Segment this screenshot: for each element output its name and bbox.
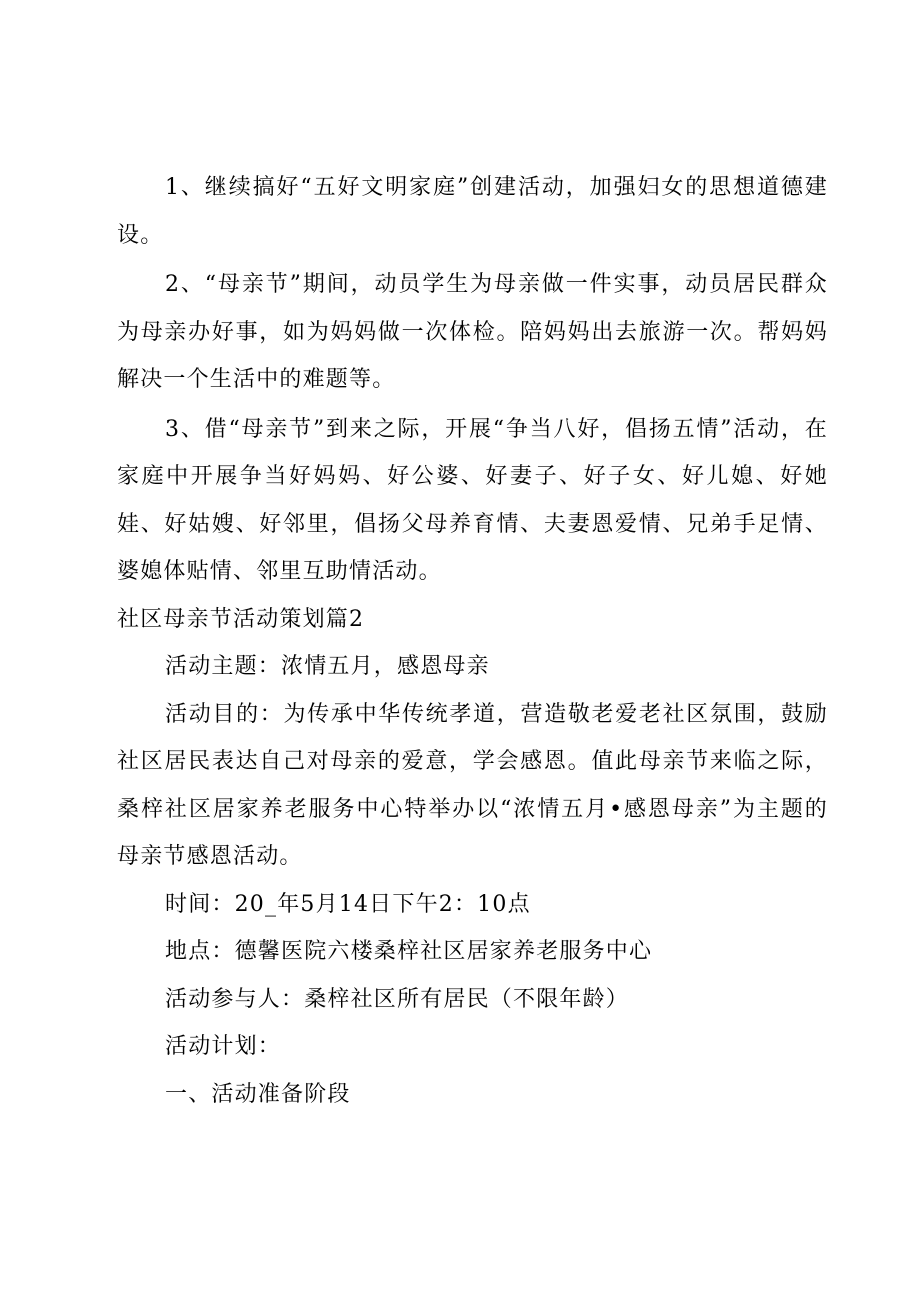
paragraph-3: 3、借“母亲节”到来之际，开展“争当八好，倡扬五情”活动，在家庭中开展争当好妈妈、好公婆、好妻子、好子女、好儿媳、好她娃、好姑嫂、好邻里，倡扬父母养育情、夫妻恩爱情、兄弟手足情、婆媳体贴情、邻里互助情活动。 (117, 416, 828, 584)
activity-participants: 活动参与人：桑梓社区所有居民（不限年龄） (165, 986, 630, 1012)
section-title: 社区母亲节活动策划篇2 (117, 606, 365, 632)
activity-purpose: 活动目的：为传承中华传统孝道，营造敬老爱老社区氛围，鼓励社区居民表达自己对母亲的爱意，学会感恩。值此母亲节来临之际，桑梓社区居家养老服务中心特举办以“浓情五月•感恩母亲”为主题的母亲节感恩活动。 (117, 701, 828, 869)
stage-one-heading: 一、活动准备阶段 (165, 1081, 351, 1107)
activity-location: 地点：德馨医院六楼桑梓社区居家养老服务中心 (165, 939, 653, 964)
activity-plan-label: 活动计划： (165, 1034, 282, 1059)
paragraph-1: 1、继续搞好“五好文明家庭”创建活动，加强妇女的思想道德建设。 (117, 175, 828, 248)
activity-theme: 活动主题：浓情五月，感恩母亲 (165, 654, 490, 679)
activity-time: 时间：20_年5月14日下午2：10点 (165, 891, 531, 917)
paragraph-2: 2、“母亲节”期间，动员学生为母亲做一件实事，动员居民群众为母亲办好事，如为妈妈做一次体检。陪妈妈出去旅游一次。帮妈妈解决一个生活中的难题等。 (117, 272, 828, 392)
